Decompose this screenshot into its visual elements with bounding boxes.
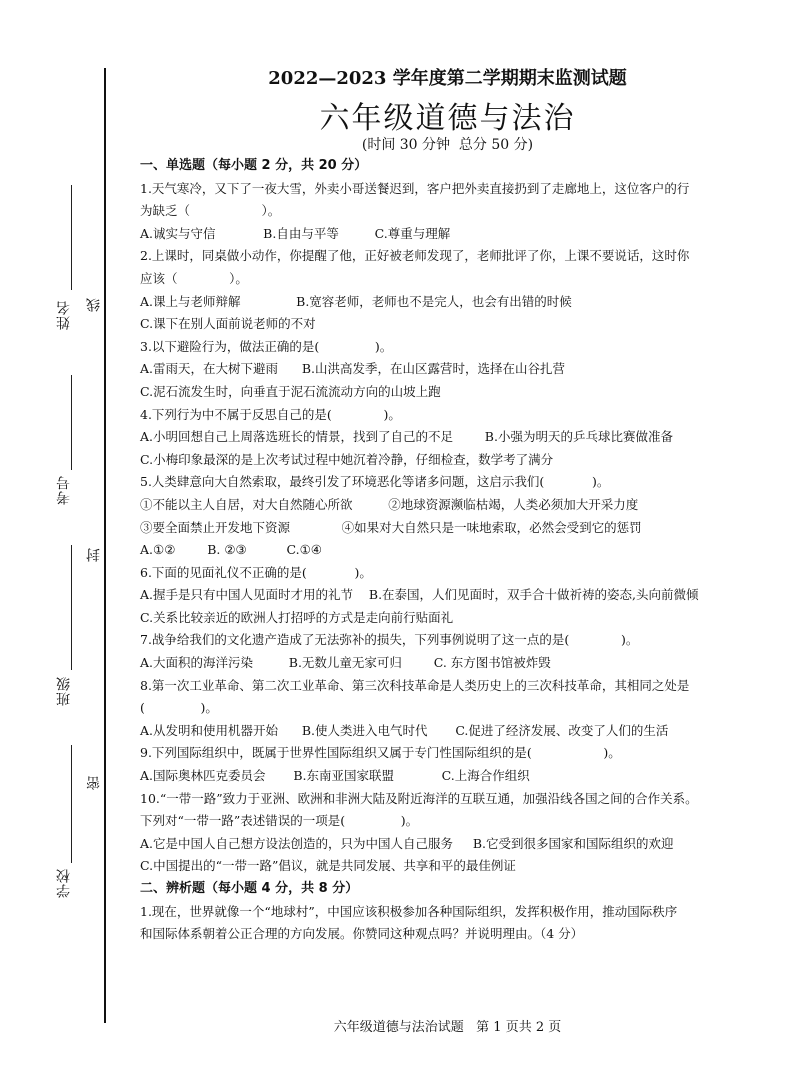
school-label: 学校	[56, 868, 72, 898]
page-footer: 六年级道德与法治试题 第 1 页共 2 页	[333, 1020, 562, 1035]
binding-margin	[0, 0, 110, 1074]
text-line: ①不能以主人自居，对大自然随心所欲 ②地球资源濒临枯竭，人类必须加大开采力度	[140, 496, 639, 512]
text-line: 下列对“一带一路”表述错误的一项是( )。	[140, 813, 419, 829]
text-line: 9.下列国际组织中，既属于世界性国际组织又属于专门性国际组织的是( )。	[140, 745, 621, 761]
text-line: C.关系比较亲近的欧洲人打招呼的方式是走向前行贴面礼	[140, 609, 454, 625]
text-line: 6.下面的见面礼仪不正确的是( )。	[140, 564, 372, 580]
text-line: 1.现在，世界就像一个“地球村”，中国应该积极参加各种国际组织，发挥积极作用，推动国际秩序	[140, 903, 678, 919]
school-field[interactable]	[71, 745, 72, 863]
text-line: ( )。	[140, 700, 218, 716]
seal-text-xian: 线	[86, 298, 102, 312]
exam-no-label: 考号	[56, 475, 72, 505]
text-line: 和国际体系朝着公正合理的方向发展。你赞同这种观点吗？并说明理由。（4 分）	[140, 926, 584, 942]
text-line: A.诚实与守信 B.自由与平等 C.尊重与理解	[140, 225, 451, 241]
text-line: C.小梅印象最深的是上次考试过程中她沉着冷静，仔细检查，数学考了满分	[140, 451, 554, 467]
seal-text-mi: 密	[86, 776, 102, 790]
text-line: A.国际奥林匹克委员会 B.东南亚国家联盟 C.上海合作组织	[140, 768, 530, 784]
class-field[interactable]	[71, 545, 72, 670]
text-line: A.雷雨天，在大树下避雨 B.山洪高发季，在山区露营时，选择在山谷扎营	[140, 361, 566, 377]
text-line: ③要全面禁止开发地下资源 ④如果对大自然只是一味地索取，必然会受到它的惩罚	[140, 519, 642, 535]
subject-title: 六年级道德与法治	[319, 101, 576, 136]
text-line: C.课下在别人面前说老师的不对	[140, 316, 316, 332]
class-label: 班级	[56, 676, 72, 706]
text-line: 4.下列行为中不属于反思自己的是( )。	[140, 406, 401, 422]
text-line: A.小明回想自己上周落选班长的情景，找到了自己的不足 B.小强为明天的乒乓球比赛做准备	[140, 429, 673, 445]
text-line: A.课上与老师辩解 B.宽容老师，老师也不是完人，也会有出错的时候	[140, 293, 572, 309]
text-line: 8.第一次工业革命、第二次工业革命、第三次科技革命是人类历史上的三次科技革命，其相同之处是	[140, 677, 690, 693]
exam-no-field[interactable]	[71, 375, 72, 470]
text-line: A.握手是只有中国人见面时才用的礼节 B.在泰国，人们见面时，双手合十做祈祷的姿态,头向前微倾	[140, 587, 699, 603]
section-heading: 一、单选题（每小题 2 分，共 20 分）	[140, 158, 368, 173]
text-line: 7.战争给我们的文化遗产造成了无法弥补的损失，下列事例说明了这一点的是( )。	[140, 632, 639, 648]
time-score-info: (时间 30 分钟 总分 50 分)	[361, 137, 534, 153]
text-line: A.①② B. ②③ C.①④	[140, 542, 322, 558]
text-line: A.从发明和使用机器开始 B.使人类进入电气时代 C.促进了经济发展、改变了人们的生活	[140, 722, 669, 738]
text-line: A.它是中国人自己想方设法创造的，只为中国人自己服务 B.它受到很多国家和国际组织的欢迎	[140, 835, 674, 851]
question-body	[140, 155, 725, 946]
text-line: 3.以下避险行为，做法正确的是( )。	[140, 338, 393, 354]
text-line: 1.天气寒冷，又下了一夜大雪，外卖小哥送餐迟到，客户把外卖直接扔到了走廊地上，这位客户的行	[140, 180, 690, 196]
name-label: 姓名	[56, 300, 72, 330]
text-line: A.大面积的海洋污染 B.无数儿童无家可归 C. 东方图书馆被炸毁	[140, 655, 551, 671]
text-line: C.中国提出的“一带一路”倡议，就是共同发展、共享和平的最佳例证	[140, 858, 516, 874]
name-field[interactable]	[71, 185, 72, 290]
text-line: C.泥石流发生时，向垂直于泥石流流动方向的山坡上跑	[140, 383, 441, 399]
section-heading: 二、辨析题（每小题 4 分，共 8 分）	[140, 881, 359, 896]
binding-line	[104, 68, 106, 1023]
text-line: 5.人类肆意向大自然索取，最终引发了环境恶化等诸多问题，这启示我们( )。	[140, 474, 610, 490]
text-line: 2.上课时，同桌做小动作，你提醒了他，正好被老师发现了，老师批评了你，上课不要说话，这时你	[140, 248, 690, 264]
text-line: 应该（ ）。	[140, 270, 248, 286]
exam-term-title: 2022—2023 学年度第二学期期末监测试题	[268, 68, 627, 89]
text-line: 10.“一带一路”致力于亚洲、欧洲和非洲大陆及附近海洋的互联互通，加强沿线各国之间的合作关系。	[140, 790, 698, 806]
seal-text-feng: 封	[86, 548, 102, 562]
text-line: 为缺乏（ ）。	[140, 203, 281, 219]
